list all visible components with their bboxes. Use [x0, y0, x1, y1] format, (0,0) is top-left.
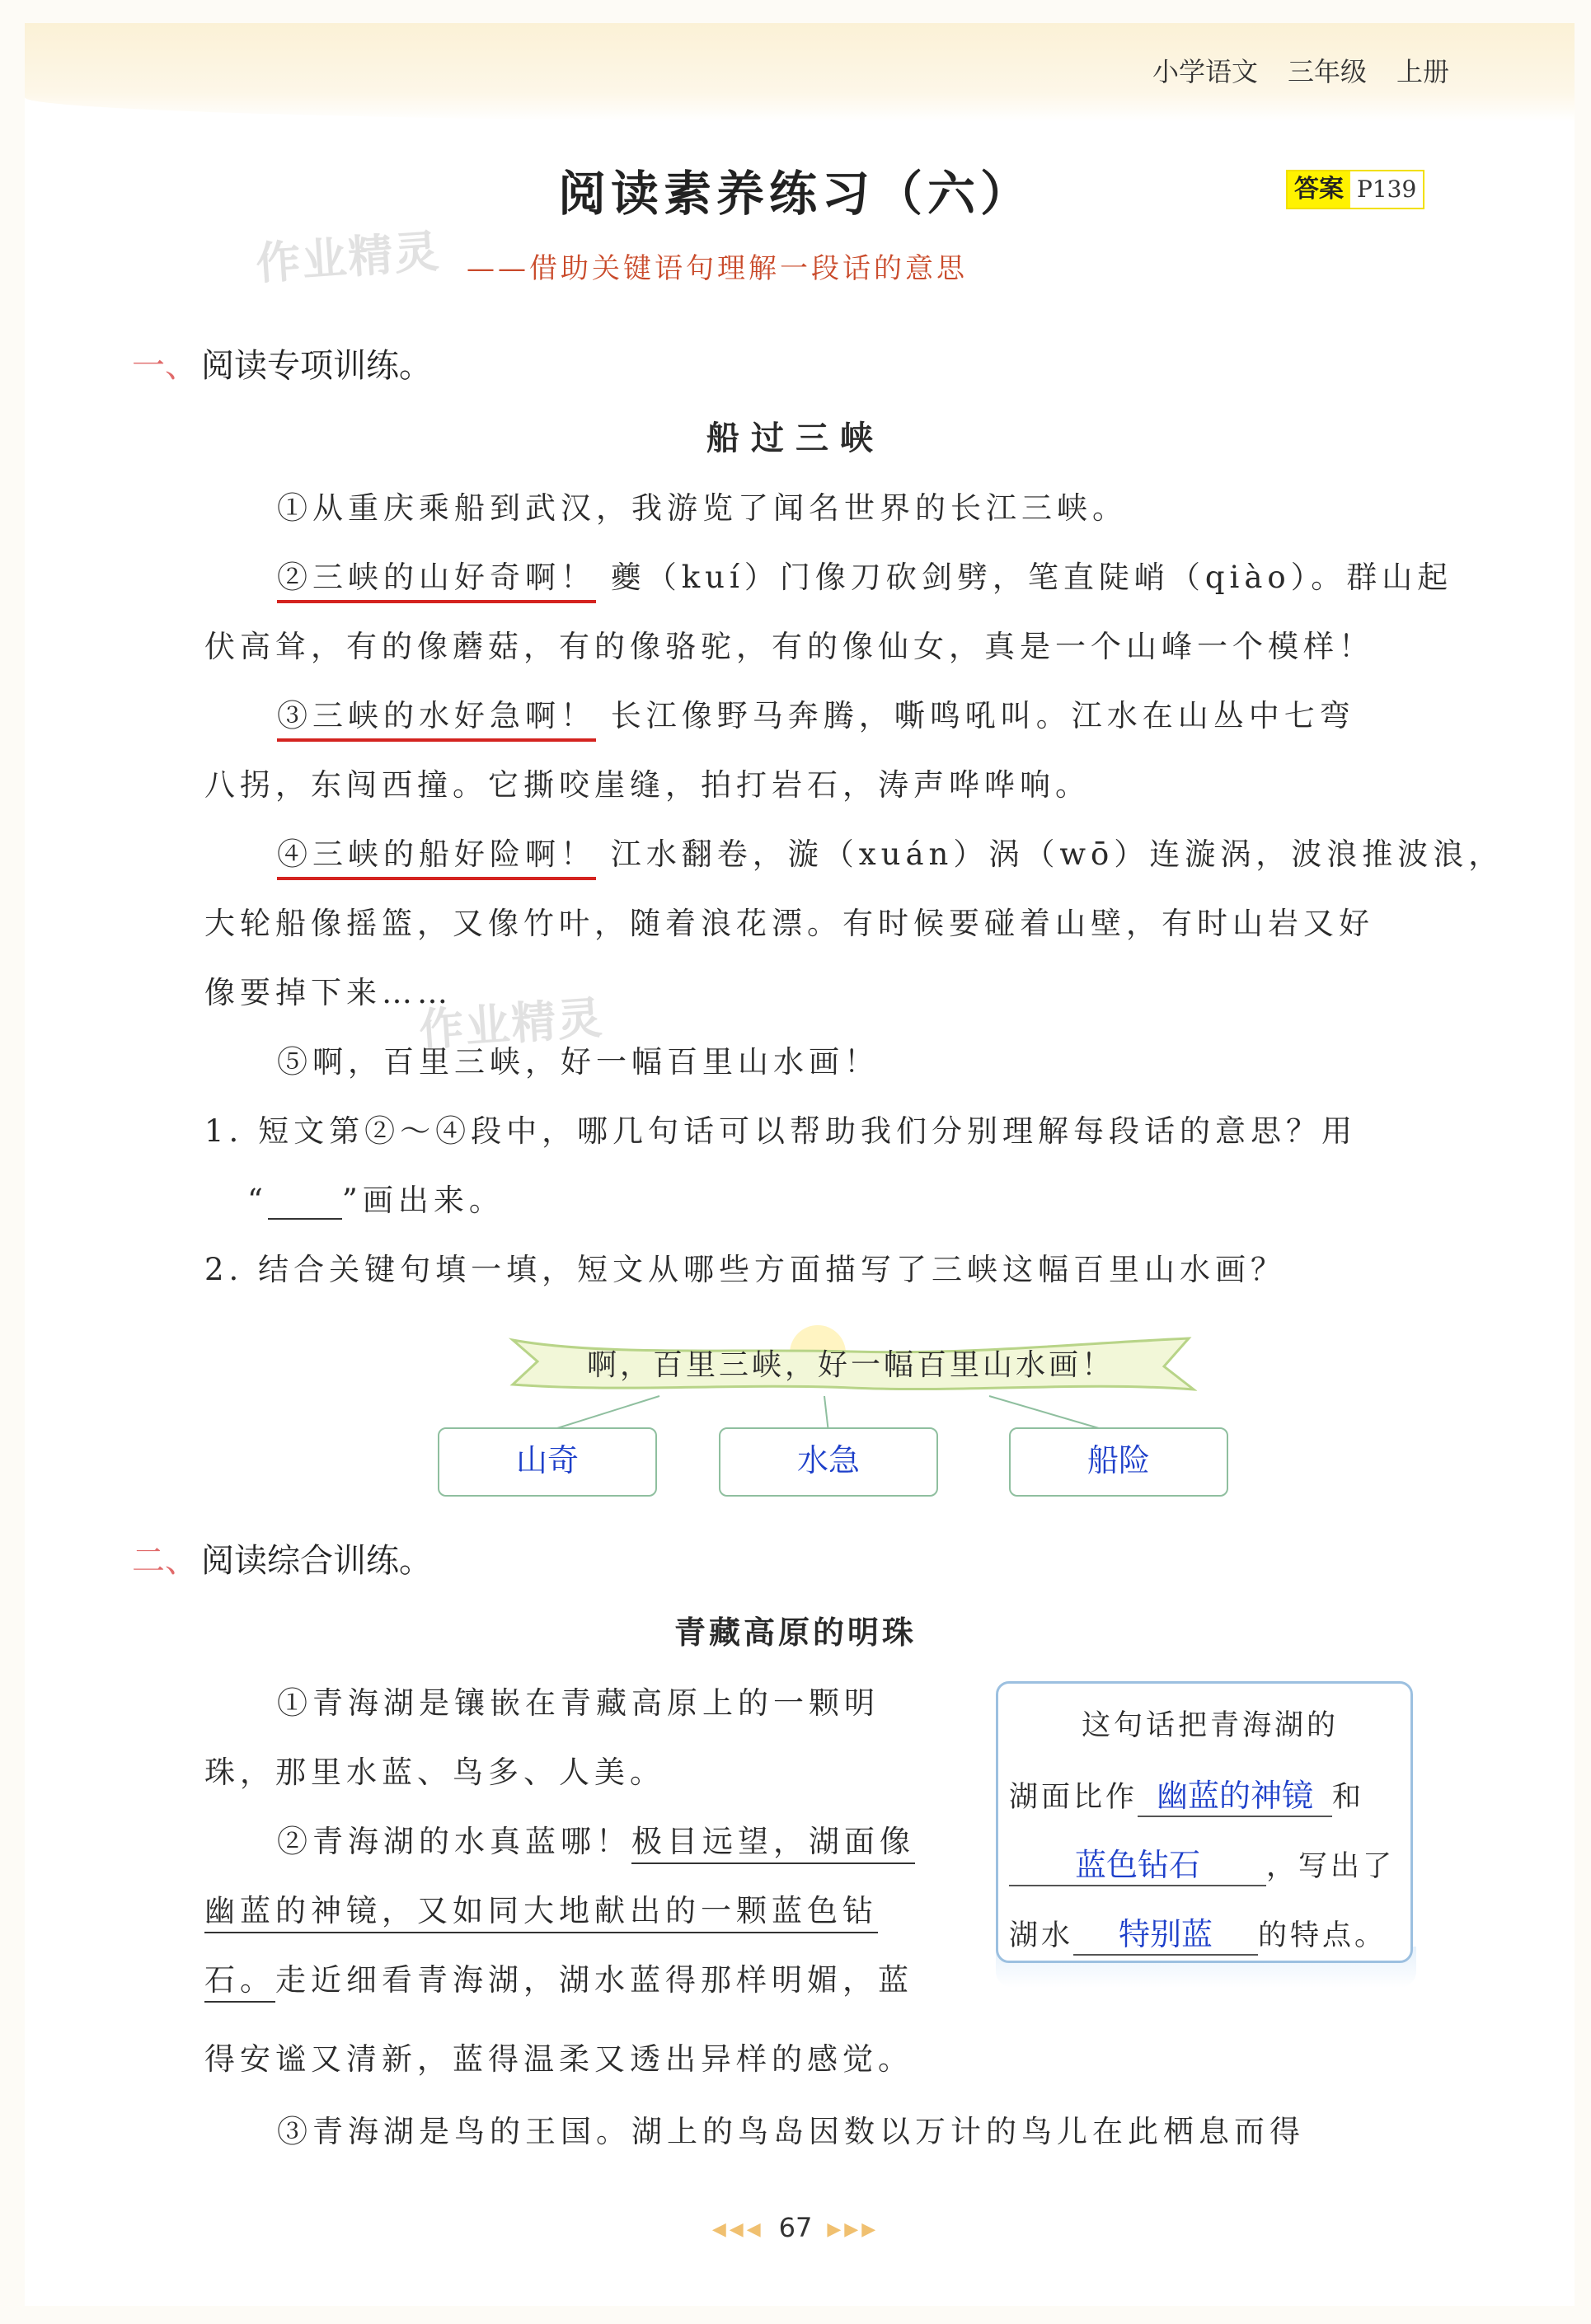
- banner-text: 啊，百里三峡，好一幅百里山水画！: [586, 1348, 1115, 1382]
- header-meta: [1152, 51, 1449, 89]
- page-footer: [0, 2212, 1591, 2243]
- article-2-para-3: ③青海湖是鸟的王国。湖上的鸟岛因数以万计的鸟儿在此栖息而得: [277, 2114, 1305, 2149]
- answer-box-boat[interactable]: 船险: [1009, 1427, 1228, 1497]
- header-grade: 三年级: [1287, 56, 1367, 87]
- article-1-para-2: [277, 552, 1453, 597]
- article-1-para-3: [277, 691, 1355, 735]
- right-arrows-icon: ▶▶▶: [827, 2219, 880, 2240]
- answer-box-mountain[interactable]: 山奇: [438, 1427, 657, 1497]
- article-1-para-5: ⑤啊，百里三峡，好一幅百里山水画！: [277, 1044, 880, 1080]
- note-line-2-end: 和: [1332, 1781, 1365, 1814]
- article-2-para-1: ①青海湖是镶嵌在青藏高原上的一颗明: [277, 1685, 880, 1721]
- question-2: 2. 结合关键句填一填，短文从哪些方面描写了三峡这幅百里山水画？: [204, 1252, 1287, 1287]
- article-2-title: 青藏高原的明珠: [673, 1614, 917, 1651]
- left-arrows-icon: ◀◀◀: [711, 2219, 764, 2240]
- page-title: 阅读素养练习（六）: [557, 166, 1033, 222]
- article-2-para-2: [277, 1816, 915, 1861]
- article-2-para-2-line-4: 得安谧又清新，蓝得温柔又透出异样的感觉。: [204, 2041, 913, 2077]
- header-volume: 上册: [1396, 56, 1449, 87]
- answer-label: 答案: [1288, 171, 1350, 208]
- note-line-1: 这句话把青海湖的: [1082, 1709, 1340, 1742]
- note-line-3-end: ，写出了: [1266, 1850, 1396, 1883]
- article-1-para-4-line-2: 大轮船像摇篮，又像竹叶，随着浪花漂。有时候要碰着山壁，有时山岩又好: [204, 906, 1374, 941]
- watermark-logo-2: 作业精灵: [417, 991, 606, 1057]
- underlined-sentence-part-3: 石。: [204, 1962, 275, 2003]
- header-subject: 小学语文: [1152, 56, 1258, 87]
- section-1-title: 阅读专项训练。: [201, 347, 432, 385]
- answer-badge: [1286, 170, 1424, 209]
- question-1-line-2: [247, 1175, 505, 1220]
- answer-box-water[interactable]: 水急: [719, 1427, 938, 1497]
- key-sentence-boat: ④三峡的船好险啊！: [277, 836, 596, 880]
- section-2-title: 阅读综合训练。: [201, 1542, 432, 1580]
- note-line-2: [1009, 1770, 1364, 1817]
- underline-sample: [268, 1183, 342, 1220]
- note-line-4-end: 的特点。: [1258, 1919, 1387, 1952]
- article-1-para-3-line-2: 八拐，东闯西撞。它撕咬崖缝，拍打岩石，涛声哗哗响。: [204, 767, 1091, 803]
- para-2-start: ②青海湖的水真蓝哪！: [277, 1824, 631, 1859]
- section-2-number: 二、: [132, 1542, 198, 1580]
- article-1-para-1: ①从重庆乘船到武汉，我游览了闻名世界的长江三峡。: [277, 490, 1128, 526]
- article-1-para-4: [277, 829, 1504, 874]
- key-sentence-water: ③三峡的水好急啊！: [277, 698, 596, 742]
- note-fill-2[interactable]: 蓝色钻石: [1009, 1839, 1266, 1886]
- page-number: 67: [778, 2212, 813, 2243]
- article-2-para-2-line-3: [204, 1955, 913, 1999]
- section-2-heading: [132, 1534, 432, 1581]
- note-line-3: [1009, 1839, 1395, 1886]
- para-4-rest: 江水翻卷，漩（xuán）涡（wō）连漩涡，波浪推波浪，: [610, 836, 1504, 872]
- note-fill-1[interactable]: 幽蓝的神镜: [1138, 1770, 1332, 1817]
- note-line-4: [1009, 1909, 1387, 1956]
- question-1: 1. 短文第②～④段中，哪几句话可以帮助我们分别理解每段话的意思？用: [204, 1113, 1358, 1149]
- watermark-logo: 作业精灵: [254, 225, 443, 290]
- quote-close: ”画出来。: [341, 1183, 505, 1218]
- para-3-rest: 长江像野马奔腾，嘶鸣吼叫。江水在山丛中七弯: [610, 698, 1355, 733]
- answer-page: P139: [1357, 176, 1417, 203]
- article-1-para-4-line-3: 像要掉下来……: [204, 975, 453, 1010]
- note-line-2-start: 湖面比作: [1009, 1781, 1138, 1814]
- note-line-4-start: 湖水: [1009, 1919, 1074, 1952]
- note-fill-3[interactable]: 特别蓝: [1073, 1909, 1258, 1956]
- quote-open: “: [247, 1183, 268, 1218]
- para-2-rest: 夔（kuí）门像刀砍剑劈，笔直陡峭（qiào）。群山起: [610, 560, 1453, 595]
- article-2-para-1-line-2: 珠，那里水蓝、鸟多、人美。: [204, 1755, 665, 1790]
- section-1-number: 一、: [132, 347, 198, 385]
- underlined-sentence-part-2: 幽蓝的神镜，又如同大地献出的一颗蓝色钻: [204, 1893, 878, 1933]
- subtitle: ——借助关键语句理解一段话的意思: [467, 252, 968, 285]
- article-1-para-2-line-2: 伏高耸，有的像蘑菇，有的像骆驼，有的像仙女，真是一个山峰一个模样！: [204, 629, 1374, 664]
- article-1-title: 船过三峡: [706, 419, 885, 457]
- article-2-para-2-line-2: [204, 1886, 878, 1930]
- key-sentence-mountain: ②三峡的山好奇啊！: [277, 560, 596, 603]
- underlined-sentence-part-1: 极目远望，湖面像: [631, 1824, 915, 1864]
- section-1-heading: [132, 340, 432, 387]
- para-2-line-3-rest: 走近细看青海湖，湖水蓝得那样明媚，蓝: [275, 1962, 913, 1998]
